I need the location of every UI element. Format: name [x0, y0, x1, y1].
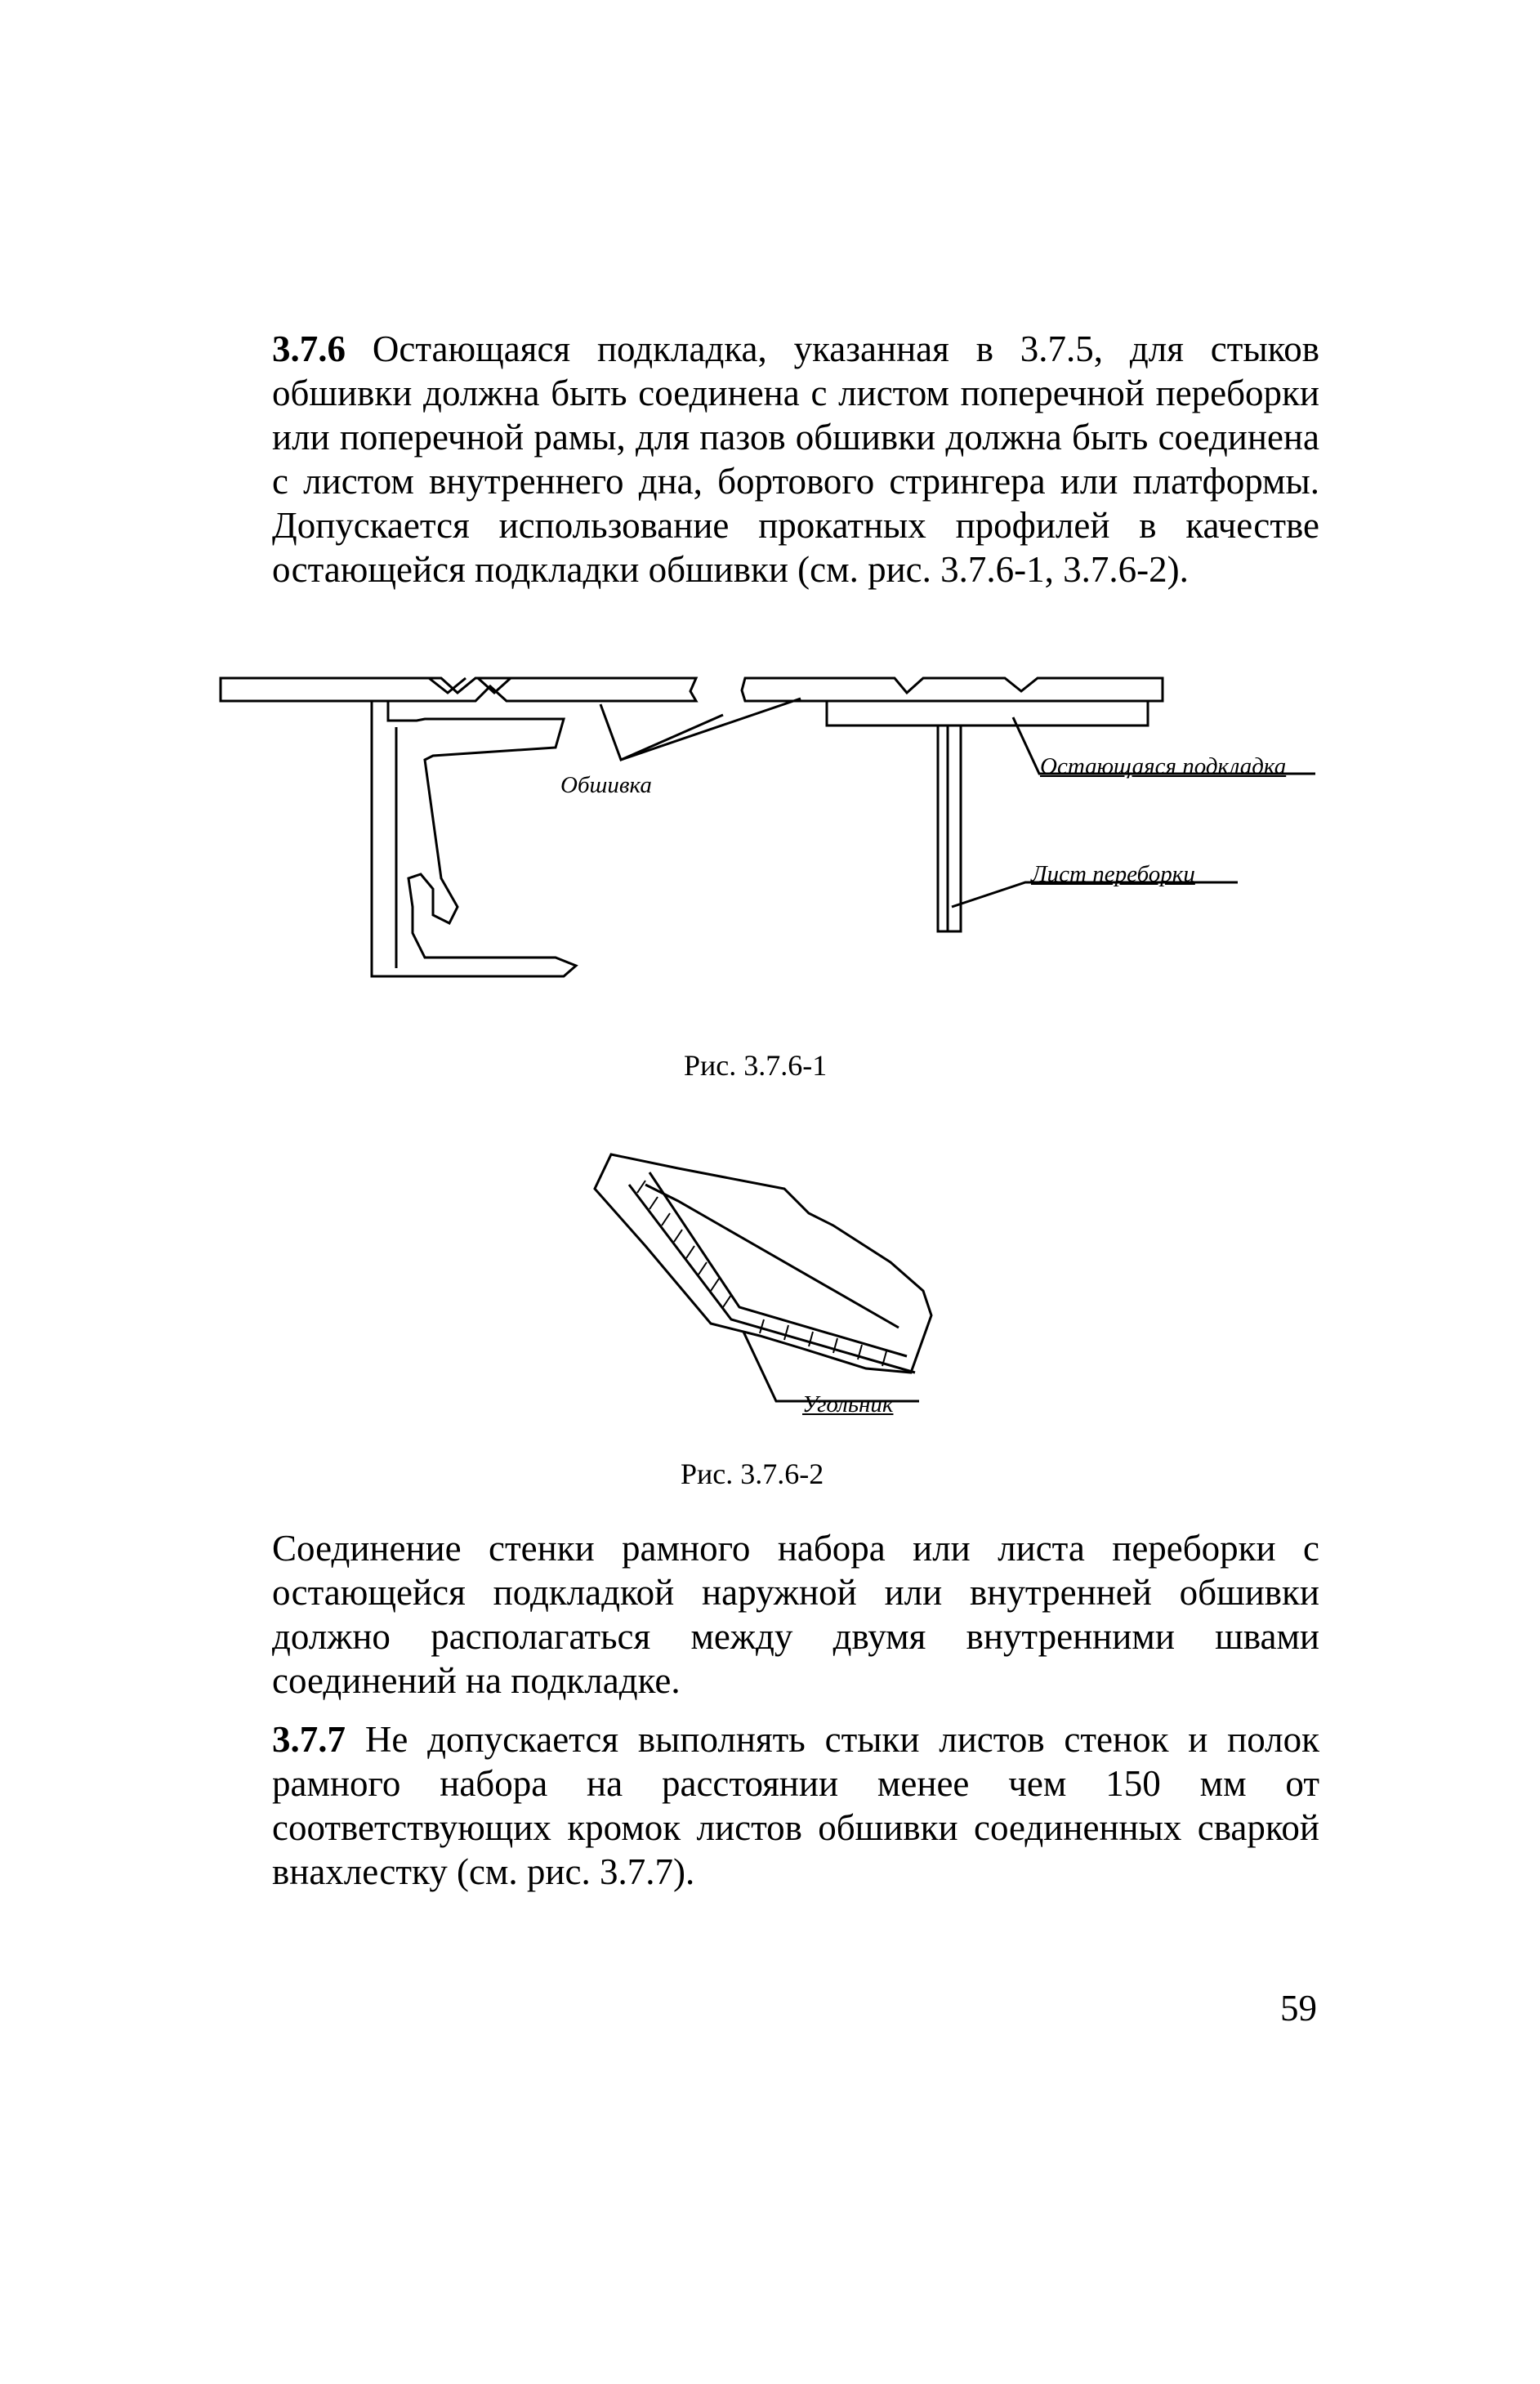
figure-caption-2: Рис. 3.7.6-2 [681, 1458, 824, 1490]
plate-outline [595, 1154, 931, 1373]
section-number-3-7-6: 3.7.6 [272, 328, 346, 369]
paragraph-connection-text: Соединение стенки рамного набора или листа переборки с остающейся подкладкой наружной или внутренней обшивки должно располагаться между двумя внутренними швами соединений на подкладке. [272, 1528, 1319, 1701]
paragraph-3-7-7 [272, 1717, 1319, 1894]
paragraph-3-7-6-text: Остающаяся подкладка, указанная в 3.7.5, для стыков обшивки должна быть соединена с листом поперечной переборки или поперечной рамы, для пазов обшивки должна быть соединена с листом внутреннего дна, бортового стрингера или платформы. Допускается использование прокатных профилей в качестве остающейся подкладки обшивки (см. рис. 3.7.6-1, 3.7.6-2). [272, 328, 1319, 590]
figure-caption-1: Рис. 3.7.6-1 [684, 1049, 828, 1082]
figure-3-7-6-1 [221, 678, 1315, 976]
plating-right [742, 678, 1163, 701]
leader-obshivka-right [621, 699, 801, 760]
paragraph-3-7-7-text: Не допускается выполнять стыки листов стенок и полок рамного набора на расстоянии менее чем 150 мм от соответствующих кромок листов обшивки соединенных сваркой внахлестку (см. рис. 3.7.7). [272, 1719, 1319, 1892]
label-ostayushchayasya-podkladka: Остающаяся подкладка [1040, 753, 1287, 779]
page-number: 59 [1280, 1988, 1317, 2029]
paragraph-connection [272, 1526, 1319, 1703]
figure-3-7-6-2 [595, 1154, 931, 1401]
section-number-3-7-7: 3.7.7 [272, 1719, 346, 1760]
label-obshivka: Обшивка [560, 772, 652, 798]
backing-strip-right [827, 701, 1148, 725]
label-list-pereborki: Лист переборки [1031, 861, 1195, 887]
angle-bar-left [372, 701, 576, 976]
label-ugolnik: Угольник [802, 1391, 894, 1417]
plating-left [221, 678, 696, 701]
bulkhead-plate [938, 725, 961, 931]
